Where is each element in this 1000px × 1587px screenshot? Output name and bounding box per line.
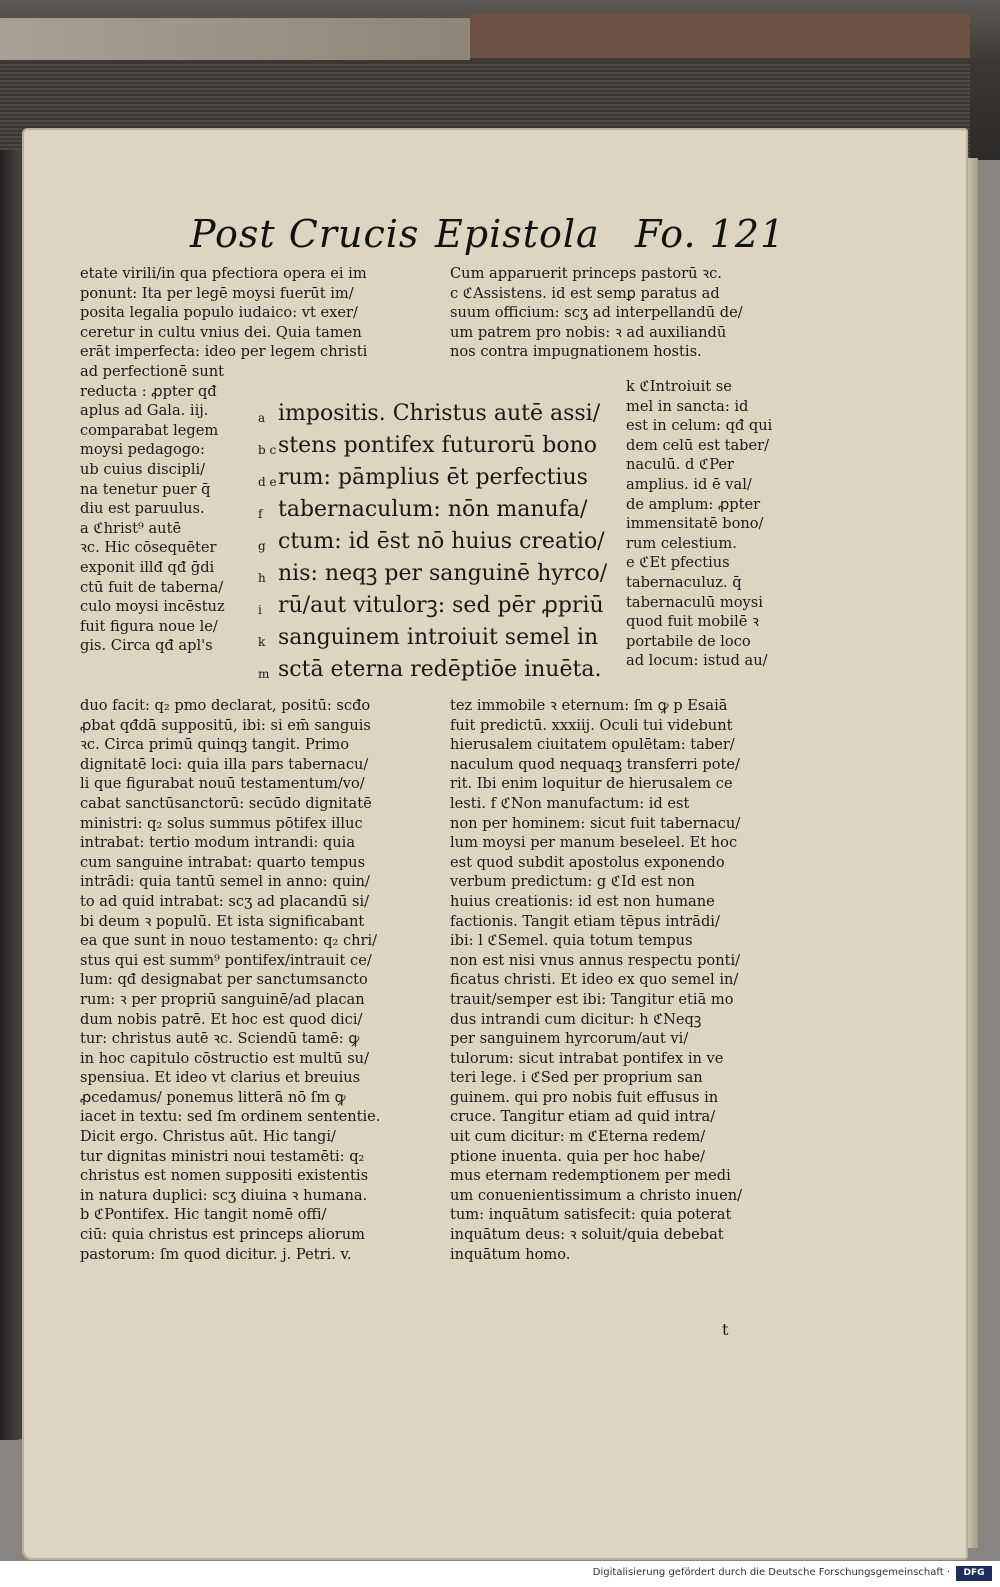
text-line: reducta : ꝓpter qđ [80,382,217,400]
text-line: tum: inquātum satisfecit: quia poterat [450,1206,732,1224]
text-line: mel in sancta: id [626,397,749,415]
funding-notice: Digitalisierung gefördert durch die Deutsche Forschungsgemeinschaft · [592,1567,950,1578]
text-line: ea que sunt in nouo testamento: q₂ chri/ [80,932,378,950]
dfg-logo: DFG [956,1566,992,1581]
text-line: per sanguinem hyrcorum/aut vi/ [450,1030,689,1048]
text-line: c ℭAssistens. id est semꝑ paratus ad [450,284,720,302]
footer-bar [0,1561,1000,1587]
text-line: ꝛc. Circa primū quinqꝫ tangit. Primo [80,736,350,754]
text-line: nos contra impugnationem hostis. [450,343,702,361]
text-line: quod fuit mobilē ꝛ [626,613,759,631]
scripture-line [258,654,610,686]
text-line: hierusalem ciuitatem opulētam: taber/ [450,736,735,754]
text-line: est quod subdit apostolus exponendo [450,853,725,871]
text-line: a ℭhrist⁹ autē [80,519,182,537]
text-line: ceretur in cultu vnius dei. Quia tamen [80,323,362,341]
text-line: ficatus christi. Et ideo ex quo semel in/ [450,971,739,989]
text-line: amplius. id ē val/ [626,475,752,493]
scripture-line [258,526,610,558]
text-line: inquātum homo. [450,1245,571,1263]
text-line: uit cum dicitur: m ℭEterna redem/ [450,1128,706,1146]
text-line: non per hominem: sicut fuit tabernacu/ [450,814,741,832]
text-line: ibi: l ℭSemel. quia totum tempus [450,932,693,950]
text-line: de amplum: ꝓpter [626,495,761,513]
gloss-marker: h [258,571,266,585]
scripture-text: sctā eterna redēptiōe inuēta. [278,657,602,682]
text-line: stus qui est summ⁹ pontifex/intrauit ce/ [80,951,372,969]
text-line: rum celestium. [626,534,737,552]
text-line: Dicit ergo. Christus aūt. Hic tangi/ [80,1128,336,1146]
scripture-line [258,398,610,430]
text-line: duo facit: q₂ pmo declarat, positū: scđo [80,697,371,714]
text-line: naculum quod nequaqꝫ transferri pote/ [450,755,740,773]
text-line: tabernaculuz. q̄ [626,573,742,591]
text-line: ptione inuenta. quia per hoc habe/ [450,1147,706,1165]
text-line: tulorum: sicut intrabat pontifex in ve [450,1049,724,1067]
text-line: guinem. qui pro nobis fuit effusus in [450,1088,719,1106]
text-line: b ℭPontifex. Hic tangit nomē offi/ [80,1206,327,1224]
text-line: erāt imperfecta: ideo per legem christi [80,343,368,361]
text-line: tez immobile ꝛ eternum: ſm ꝙ p Esaiā [450,697,728,714]
scripture-line [258,494,610,526]
folio-number: Fo. 121 [635,212,786,256]
header-left: Post Crucis [190,212,420,256]
text-line: est in celum: qđ qui [626,417,773,435]
gloss-marker: i [258,603,262,617]
scripture-text: sanguinem introiuit semel in [278,625,599,650]
text-line: non est nisi vnus annus respectu ponti/ [450,951,741,969]
text-line: naculū. d ℭPer [626,456,735,474]
text-line: christus est nomen suppositi existentis [80,1167,369,1185]
right-narrow-gloss [626,377,772,671]
scripture-text: stens pontifex futurorū bono [278,433,598,458]
text-line: mus eternam redemptionem per medi [450,1167,731,1185]
text-line: ministri: q₂ solus summus pōtifex illuc [80,814,363,832]
text-line: diu est paruulus. [80,500,205,518]
text-line: intrabat: tertio modum intrandi: quia [80,834,356,852]
text-line: ponunt: Ita per legē moysi fuerūt im/ [80,284,354,302]
scripture-line [258,462,610,494]
scripture-text: impositis. Christus autē assi/ [278,401,601,426]
page-edge-strip [0,18,470,60]
text-line: cruce. Tangitur etiam ad quid intra/ [450,1108,716,1126]
text-line: aplus ad Gala. iij. [80,402,209,420]
text-line: um patrem pro nobis: ꝛ ad auxiliandū [450,323,727,341]
right-column-top [450,264,743,362]
main-scripture-text [258,398,610,686]
text-line: ciū: quia christus est princeps aliorum [80,1226,365,1244]
text-line: lum: qđ designabat per sanctumsancto [80,971,368,989]
text-line: li que figurabat nouū testamentum/vo/ [80,775,365,793]
scripture-text: rū/aut vitulorꝫ: sed pēr ꝓpriū [278,593,604,618]
text-line: gis. Circa qđ apl's [80,637,213,655]
text-line: ub cuius discipli/ [80,460,206,478]
text-line: um conuenientissimum a christo inuen/ [450,1186,743,1204]
text-line: ꝓcedamus/ ponemus litterā nō ſm ꝙ [80,1088,346,1106]
text-line: fuit predictū. xxxiij. Oculi tui videbunt [450,716,733,734]
text-line: ctū fuit de taberna/ [80,578,224,596]
header-middle: Epistola [435,212,600,256]
scripture-line [258,430,610,462]
text-line: ad locum: istud au/ [626,652,768,670]
text-line: tur dignitas ministri noui testamēti: q₂ [80,1147,365,1165]
text-line: Cum apparuerit princeps pastorū ꝛc. [450,265,722,282]
text-line: dus intrandi cum dicitur: h ℭNeqꝫ [450,1010,702,1028]
text-line: in natura duplici: scʒ diuina ꝛ humana. [80,1186,368,1204]
signature-mark: t [722,1320,729,1339]
text-line: spensiua. Et ideo vt clarius et breuius [80,1069,361,1087]
text-line: ad perfectionē sunt [80,362,224,380]
scripture-line [258,558,610,590]
scripture-text: nis: neqꝫ per sanguinē hyrco/ [278,561,608,586]
text-line: verbum predictum: g ℭId est non [450,873,696,891]
text-line: fuit figura noue le/ [80,617,218,635]
gloss-marker: k [258,635,266,649]
text-line: dignitatē loci: quia illa pars tabernacu/ [80,755,369,773]
text-line: immensitatē bono/ [626,515,764,533]
text-line: intrādi: quia tantū semel in anno: quin/ [80,873,370,891]
text-line: e ℭEt pfectius [626,554,730,572]
gloss-marker: g [258,539,266,553]
text-line: to ad quid intrabat: scʒ ad placandū si/ [80,892,370,910]
scripture-line [258,622,610,654]
running-header [190,212,790,272]
text-line: exponit illđ qđ ḡdi [80,558,215,576]
gloss-marker: m [258,667,270,681]
text-line: lesti. f ℭNon manufactum: id est [450,794,690,812]
text-line: trauit/semper est ibi: Tangitur etiā mo [450,990,734,1008]
left-column-bottom [80,696,380,1264]
gloss-marker: b c [258,443,277,457]
text-line: teri lege. i ℭSed per proprium san [450,1069,703,1087]
text-line: factionis. Tangit etiam tēpus intrādi/ [450,912,720,930]
text-line: k ℭIntroiuit se [626,378,732,395]
text-line: huius creationis: id est non humane [450,892,715,910]
text-line: etate virili/in qua pfectiora opera ei im [80,265,367,282]
text-line: rum: ꝛ per propriū sanguinē/ad placan [80,990,365,1008]
text-line: tur: christus autē ꝛc. Sciendū tamē: ꝙ [80,1030,360,1048]
text-line: bi deum ꝛ populū. Et ista significabant [80,912,365,930]
text-line: moysi pedagogo: [80,441,205,459]
text-line: tabernaculū moysi [626,593,763,611]
scripture-text: tabernaculum: nōn manufa/ [278,497,588,522]
gloss-marker: f [258,507,263,521]
text-line: inquātum deus: ꝛ soluit/quia debebat [450,1226,724,1244]
gloss-marker: d e [258,475,277,489]
text-line: in hoc capitulo cōstructio est multū su/ [80,1049,370,1067]
text-line: dum nobis patrē. Et hoc est quod dici/ [80,1010,363,1028]
right-column-bottom [450,696,742,1264]
scripture-text: ctum: id ēst nō huius creatio/ [278,529,605,554]
scripture-text: rum: pāmplius ēt perfectius [278,465,588,490]
scripture-line [258,590,610,622]
text-line: portabile de loco [626,632,751,650]
text-line: ꝛc. Hic cōsequēter [80,539,217,557]
text-line: cabat sanctūsanctorū: secūdo dignitatē [80,794,372,812]
cover-edge-strip [470,14,970,58]
text-line: comparabat legem [80,421,219,439]
text-line: posita legalia populo iudaico: vt exer/ [80,304,358,322]
text-line: cum sanguine intrabat: quarto tempus [80,853,366,871]
text-line: ꝓbat qđdā suppositū, ibi: si em̄ sanguis [80,716,371,734]
text-line: lum moysi per manum beseleel. Et hoc [450,834,738,852]
gloss-marker: a [258,411,266,425]
text-line: dem celū est taber/ [626,436,770,454]
text-line: iacet in textu: sed ſm ordinem sententie. [80,1108,381,1126]
text-line: pastorum: ſm quod dicitur. j. Petri. v. [80,1245,352,1263]
text-line: suum officium: scʒ ad interpellandū de/ [450,304,743,322]
text-line: na tenetur puer q̄ [80,480,211,498]
text-line: rit. Ibi enim loquitur de hierusalem ce [450,775,733,793]
text-line: culo moysi incēstuz [80,598,225,616]
